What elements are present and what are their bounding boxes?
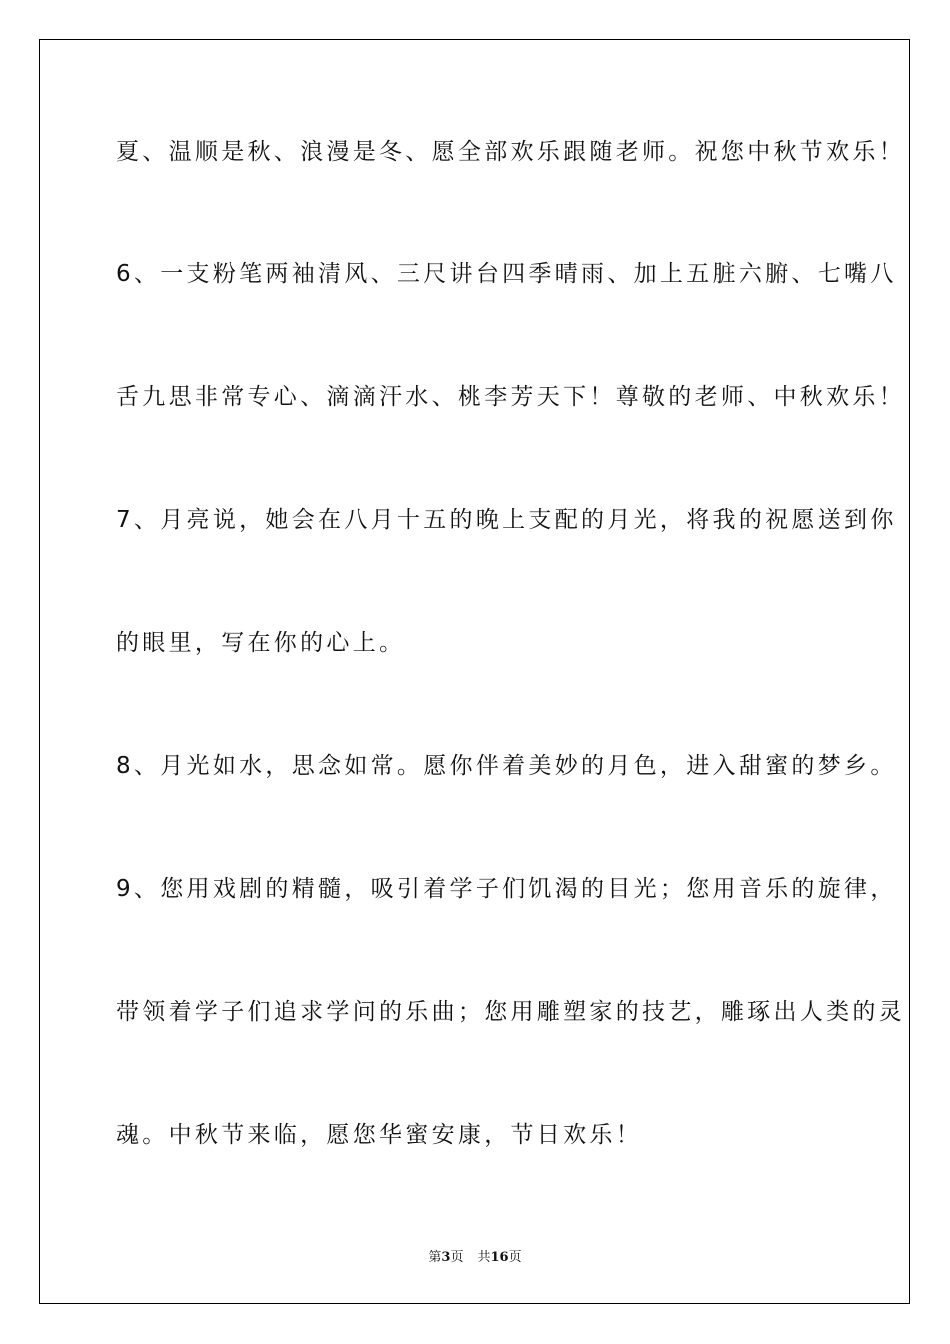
total-suffix: 页 bbox=[508, 1250, 522, 1265]
text-line-1: 夏、温顺是秋、浪漫是冬、愿全部欢乐跟随老师。祝您中秋节欢乐！ bbox=[116, 139, 905, 165]
text-line-3: 舌九思非常专心、滴滴汗水、桃李芳天下！尊敬的老师、中秋欢乐！ bbox=[116, 384, 905, 410]
text-line-4: 7、月亮说，她会在八月十五的晚上支配的月光，将我的祝愿送到你 bbox=[116, 507, 897, 533]
total-prefix: 共 bbox=[477, 1250, 491, 1265]
page-border bbox=[39, 39, 910, 1304]
page-footer bbox=[0, 1246, 950, 1265]
text-line-9: 魂。中秋节来临，愿您华蜜安康，节日欢乐！ bbox=[116, 1122, 642, 1148]
page-number: 3 bbox=[441, 1250, 451, 1265]
text-line-8: 带领着学子们追求学问的乐曲；您用雕塑家的技艺，雕琢出人类的灵 bbox=[116, 999, 905, 1025]
page-prefix: 第 bbox=[428, 1250, 442, 1265]
total-pages: 16 bbox=[490, 1250, 509, 1265]
text-line-7: 9、您用戏剧的精髓，吸引着学子们饥渴的目光；您用音乐的旋律， bbox=[116, 876, 897, 902]
text-line-2: 6、一支粉笔两袖清风、三尺讲台四季晴雨、加上五脏六腑、七嘴八 bbox=[116, 261, 897, 287]
text-line-5: 的眼里，写在你的心上。 bbox=[116, 630, 406, 656]
page-suffix: 页 bbox=[450, 1250, 464, 1265]
text-line-6: 8、月光如水，思念如常。愿你伴着美妙的月色，进入甜蜜的梦乡。 bbox=[116, 753, 897, 779]
